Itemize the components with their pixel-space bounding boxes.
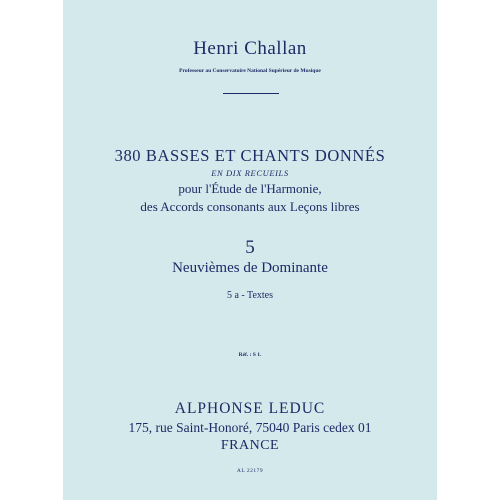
- volume-number: 5: [245, 237, 255, 258]
- volume-title: Neuvièmes de Dominante: [172, 260, 328, 276]
- volume-part: 5 a - Textes: [226, 290, 274, 301]
- author-title: Professeur au Conservatoire National Supérieur de Musique: [179, 68, 321, 74]
- reference-code: Réf. : S 1.: [238, 352, 262, 358]
- publisher-country: FRANCE: [220, 438, 280, 453]
- work-title: 380 BASSES ET CHANTS DONNÉS: [114, 146, 386, 165]
- publisher-address: 175, rue Saint-Honoré, 75040 Paris cedex 01: [128, 420, 372, 435]
- publisher-name: ALPHONSE LEDUC: [174, 400, 326, 417]
- work-purpose-line-2: des Accords consonants aux Leçons libres: [140, 199, 360, 214]
- divider-rule: [223, 93, 279, 94]
- score-cover: [63, 0, 437, 500]
- author-name: Henri Challan: [193, 38, 307, 59]
- work-subtitle: EN DIX RECUEILS: [211, 168, 289, 178]
- work-purpose-line-1: pour l'Étude de l'Harmonie,: [178, 181, 322, 196]
- catalog-number: AL 22179: [236, 468, 264, 474]
